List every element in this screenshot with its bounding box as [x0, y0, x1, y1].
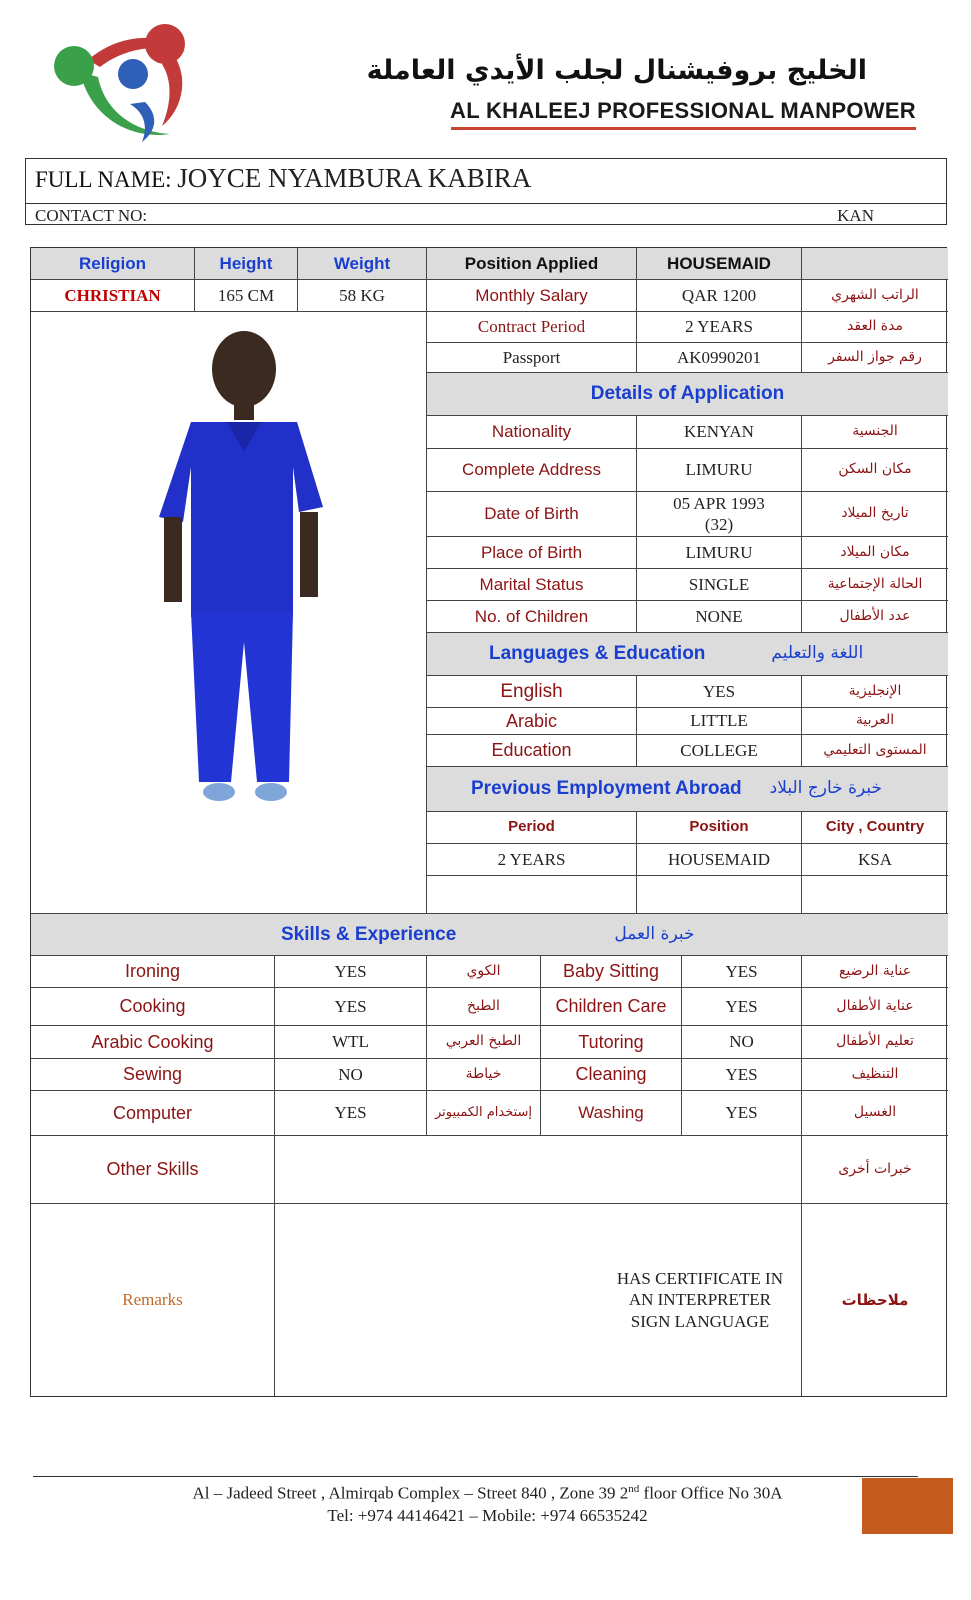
footer-address [120, 1482, 855, 1505]
skill-value: WTL [275, 1026, 427, 1059]
weight-value: 58 KG [298, 280, 427, 312]
skill-label: Computer [31, 1091, 275, 1136]
religion-value: CHRISTIAN [31, 280, 195, 312]
skill-arabic: خياطة [427, 1059, 541, 1091]
skill-value: YES [275, 988, 427, 1026]
marital-label: Marital Status [427, 569, 637, 601]
children-label: No. of Children [427, 601, 637, 633]
pob-value: LIMURU [637, 537, 802, 569]
footer-phone: Tel: +974 44146421 – Mobile: +974 66535242 [327, 1505, 648, 1525]
employment-period-value: 2 YEARS [427, 844, 637, 876]
skills-section-title: Skills & Experience [281, 923, 457, 945]
employment-section-title: Previous Employment Abroad [471, 778, 742, 800]
full-name-row [26, 159, 946, 204]
remarks-text [617, 1268, 783, 1332]
company-name-english: AL KHALEEJ PROFESSIONAL MANPOWER [450, 98, 916, 123]
skill-label: Baby Sitting [541, 956, 682, 988]
nationality-label: Nationality [427, 416, 637, 449]
footer-address-part: Al – Jadeed Street , Almirqab Complex – Street 840 , Zone 39 2 [192, 1483, 629, 1503]
footer-address-part: floor Office No 30A [639, 1483, 783, 1503]
arabic-value: LITTLE [637, 708, 802, 735]
salary-arabic: الراتب الشهري [802, 280, 948, 312]
religion-label: Religion [31, 248, 195, 280]
children-arabic: عدد الأطفال [802, 601, 948, 633]
children-value: NONE [637, 601, 802, 633]
other-skills-value [275, 1136, 802, 1204]
position-applied-label: Position Applied [427, 248, 637, 280]
skill-label: Children Care [541, 988, 682, 1026]
skill-arabic: عناية الرضيع [802, 956, 948, 988]
employment-period-header: Period [427, 812, 637, 844]
remarks-arabic: ملاحظات [841, 1290, 909, 1309]
skill-value: NO [682, 1026, 802, 1059]
passport-arabic: رقم جواز السفر [802, 343, 948, 373]
company-name-arabic: الخليج بروفيشنال لجلب الأيدي العاملة [366, 55, 867, 86]
remarks-value [275, 1204, 802, 1396]
skills-section-header [31, 914, 948, 956]
candidate-photo [31, 312, 427, 914]
height-label: Height [195, 248, 298, 280]
nationality-arabic: الجنسية [802, 416, 948, 449]
remarks-label: Remarks [31, 1204, 275, 1396]
full-name-label: FULL NAME: [35, 167, 172, 192]
skill-value: NO [275, 1059, 427, 1091]
dob-value-cell [637, 492, 802, 537]
education-value: COLLEGE [637, 735, 802, 767]
candidate-cv-grid [30, 247, 947, 1397]
age-value: (32) [704, 515, 734, 534]
footer-divider [33, 1476, 918, 1477]
employment-position-header: Position [637, 812, 802, 844]
skill-value: YES [682, 956, 802, 988]
remarks-line: HAS CERTIFICATE IN [616, 1269, 783, 1289]
dob-label: Date of Birth [427, 492, 637, 537]
weight-label: Weight [298, 248, 427, 280]
footer-contact [120, 1482, 855, 1527]
skill-label: Tutoring [541, 1026, 682, 1059]
details-section-title: Details of Application [427, 373, 948, 416]
other-skills-label: Other Skills [31, 1136, 275, 1204]
skill-arabic: إستخدام الكمبيوتر [427, 1091, 541, 1136]
dob-arabic: تاريخ الميلاد [802, 492, 948, 537]
address-label: Complete Address [427, 449, 637, 492]
skill-value: YES [275, 956, 427, 988]
contact-label: CONTACT NO: [35, 206, 148, 225]
pob-arabic: مكان الميلاد [802, 537, 948, 569]
dob-value: 05 APR 1993 [673, 493, 765, 513]
employment-position-value: HOUSEMAID [637, 844, 802, 876]
remarks-line: AN INTERPRETER [628, 1290, 771, 1310]
pob-label: Place of Birth [427, 537, 637, 569]
skill-label: Washing [541, 1091, 682, 1136]
nationality-value: KENYAN [637, 416, 802, 449]
skill-arabic: الطبخ [427, 988, 541, 1026]
skill-value: YES [682, 988, 802, 1026]
salary-value: QAR 1200 [637, 280, 802, 312]
skill-value: YES [682, 1059, 802, 1091]
languages-section-title-arabic: اللغة والتعليم [771, 643, 864, 664]
height-value: 165 CM [195, 280, 298, 312]
salary-label: Monthly Salary [427, 280, 637, 312]
skill-arabic: التنظيف [802, 1059, 948, 1091]
skill-label: Sewing [31, 1059, 275, 1091]
arabic-arabic: العربية [802, 708, 948, 735]
full-name-value: JOYCE NYAMBURA KABIRA [177, 163, 532, 193]
employment-section-title-arabic: خبرة خارج البلاد [769, 778, 882, 799]
skill-arabic: الغسيل [802, 1091, 948, 1136]
footer-address-sup: nd [628, 1483, 640, 1495]
contract-period-label: Contract Period [427, 312, 637, 343]
arabic-label: Arabic [427, 708, 637, 735]
marital-value: SINGLE [637, 569, 802, 601]
employment-empty-cell [802, 876, 948, 914]
employment-empty-cell [637, 876, 802, 914]
employment-country-value: KSA [802, 844, 948, 876]
education-arabic: المستوى التعليمي [802, 735, 948, 767]
contract-period-value: 2 YEARS [637, 312, 802, 343]
skill-value: YES [682, 1091, 802, 1136]
english-arabic: الإنجليزية [802, 676, 948, 708]
marital-arabic: الحالة الإجتماعية [802, 569, 948, 601]
skill-label: Cleaning [541, 1059, 682, 1091]
skill-label: Cooking [31, 988, 275, 1026]
address-value: LIMURU [637, 449, 802, 492]
english-label: English [427, 676, 637, 708]
employment-city-header: City , Country [802, 812, 948, 844]
header-underline [451, 127, 916, 130]
footer-accent-block [862, 1478, 953, 1534]
employment-empty-cell [427, 876, 637, 914]
candidate-photo-figure [31, 312, 427, 914]
position-applied-value: HOUSEMAID [637, 248, 802, 280]
skill-arabic: عناية الأطفال [802, 988, 948, 1026]
languages-section-header [427, 633, 948, 676]
skill-arabic: تعليم الأطفال [802, 1026, 948, 1059]
skill-label: Arabic Cooking [31, 1026, 275, 1059]
skills-section-title-arabic: خبرة العمل [614, 923, 695, 944]
education-label: Education [427, 735, 637, 767]
skill-arabic: الطبخ العربي [427, 1026, 541, 1059]
employment-section-header [427, 767, 948, 812]
skill-arabic: الكوي [427, 956, 541, 988]
address-arabic: مكان السكن [802, 449, 948, 492]
contact-code: KAN [837, 206, 874, 225]
english-value: YES [637, 676, 802, 708]
other-skills-arabic: خبرات أخرى [802, 1136, 948, 1204]
contract-period-arabic: مدة العقد [802, 312, 948, 343]
company-logo [50, 22, 200, 147]
skill-value: YES [275, 1091, 427, 1136]
skill-label: Ironing [31, 956, 275, 988]
remarks-line: SIGN LANGUAGE [630, 1311, 770, 1331]
candidate-name-box [25, 158, 947, 225]
empty-header-cell [802, 248, 948, 280]
languages-section-title: Languages & Education [489, 643, 706, 665]
passport-label: Passport [427, 343, 637, 373]
passport-value: AK0990201 [637, 343, 802, 373]
